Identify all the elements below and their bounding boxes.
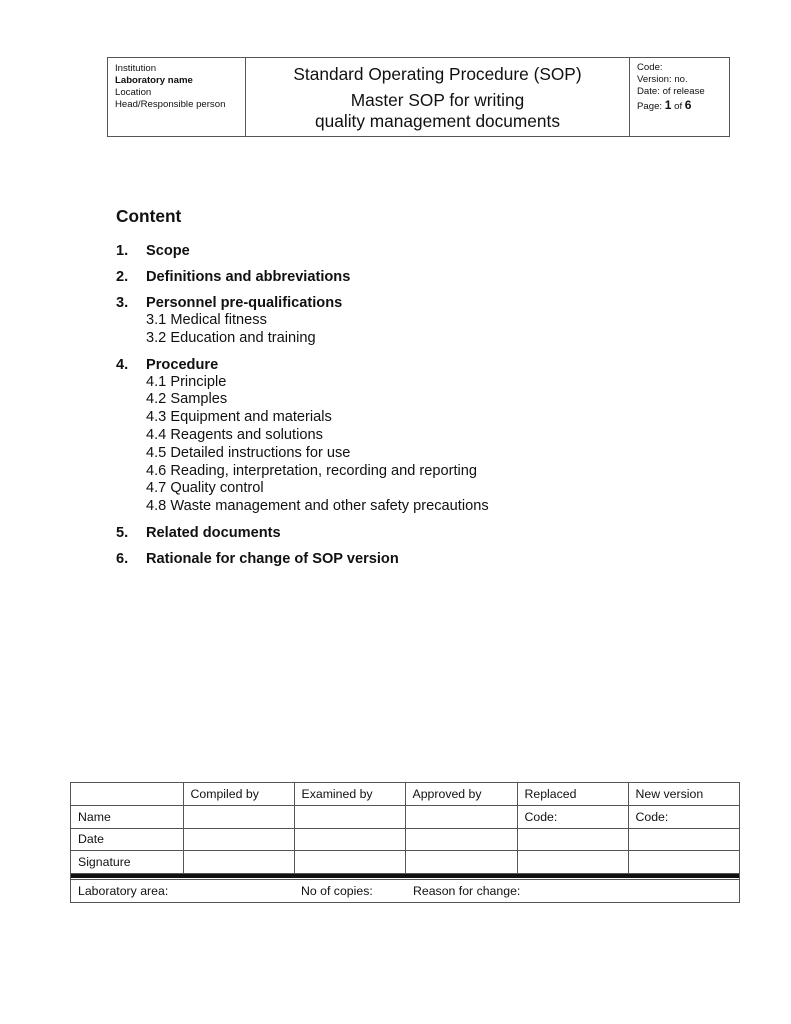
toc-section: [116, 524, 596, 542]
copies-label: No of copies:: [301, 883, 373, 898]
toc-subsection: 4.5 Detailed instructions for use: [146, 444, 351, 461]
table-cell[interactable]: [405, 851, 517, 874]
toc-section-heading: [116, 294, 596, 312]
institution-label: Institution: [115, 63, 157, 74]
approval-table: [70, 782, 740, 903]
double-divider: [71, 874, 739, 878]
document-title-line1: Master SOP for writing: [350, 90, 525, 110]
toc-section-number: 2.: [116, 269, 129, 285]
toc-section-title: Related documents: [146, 524, 281, 541]
responsible-person-label: Head/Responsible person: [115, 99, 226, 110]
reason-for-change-label: Reason for change:: [413, 883, 521, 898]
column-header: Examined by: [294, 783, 405, 806]
toc-subsection: 4.4 Reagents and solutions: [146, 426, 323, 443]
code-label: Code:: [637, 62, 663, 73]
toc-subsection: 3.2 Education and training: [146, 329, 316, 346]
toc-section-heading: [116, 268, 596, 286]
toc-section-number: 5.: [116, 524, 129, 541]
table-cell[interactable]: Code:: [517, 806, 628, 829]
table-of-contents: [116, 242, 596, 576]
page-indicator: [637, 99, 729, 113]
content-heading: Content: [116, 206, 182, 226]
version-label: Version: no.: [637, 74, 688, 85]
toc-section-heading: [116, 356, 596, 374]
toc-subsection: 3.1 Medical fitness: [146, 312, 267, 328]
toc-section: [116, 550, 596, 568]
toc-section-number: 6.: [116, 550, 129, 567]
toc-subsection: 4.6 Reading, interpretation, recording and reporting: [146, 462, 478, 479]
location-label: Location: [115, 87, 152, 98]
table-cell[interactable]: [183, 828, 294, 851]
toc-section-title: Definitions and abbreviations: [146, 269, 351, 285]
laboratory-area-label: Laboratory area:: [78, 883, 169, 898]
toc-section: [116, 356, 596, 516]
approval-table-header-row: [71, 783, 739, 806]
table-row: [71, 851, 739, 874]
toc-section: [116, 242, 596, 260]
header-institution-cell: [108, 58, 246, 136]
toc-section-heading: [116, 524, 596, 542]
toc-section-title: Rationale for change of SOP version: [146, 550, 399, 567]
table-cell[interactable]: Code:: [628, 806, 739, 829]
table-cell[interactable]: [405, 828, 517, 851]
table-cell[interactable]: [628, 828, 739, 851]
document-header: [107, 57, 730, 137]
laboratory-name: Laboratory name: [115, 75, 193, 86]
approval-table-footer-row: [71, 879, 739, 902]
page-total: 6: [684, 98, 692, 112]
table-cell[interactable]: [294, 806, 405, 829]
column-header: New version: [628, 783, 739, 806]
toc-section-number: 4.: [116, 356, 129, 373]
toc-section-title: Scope: [146, 243, 190, 259]
table-cell[interactable]: [517, 828, 628, 851]
toc-section-number: 1.: [116, 243, 129, 259]
release-date-label: Date: of release: [637, 86, 705, 97]
table-row: [71, 806, 739, 829]
page-of: of: [674, 101, 683, 112]
table-cell[interactable]: [294, 851, 405, 874]
column-header: Replaced: [517, 783, 628, 806]
table-cell[interactable]: [183, 851, 294, 874]
toc-section: [116, 294, 596, 348]
column-header: Approved by: [405, 783, 517, 806]
row-label: Date: [71, 828, 183, 851]
page-label: Page:: [637, 101, 663, 112]
toc-section-title: Personnel pre-qualifications: [146, 295, 343, 311]
table-cell[interactable]: [517, 851, 628, 874]
header-title-cell: [246, 58, 630, 136]
toc-section-heading: [116, 550, 596, 568]
row-label: Name: [71, 806, 183, 829]
document-title-line2: quality management documents: [315, 111, 560, 131]
document-type-title: Standard Operating Procedure (SOP): [293, 64, 582, 84]
table-row: [71, 828, 739, 851]
toc-subsection: 4.3 Equipment and materials: [146, 409, 332, 426]
column-header: [71, 783, 183, 806]
toc-subsection: 4.7 Quality control: [146, 480, 264, 497]
toc-subsection: 4.1 Principle: [146, 373, 227, 390]
toc-section: [116, 268, 596, 286]
header-meta-cell: [630, 58, 729, 136]
toc-subsection: 4.8 Waste management and other safety precautions: [146, 498, 489, 515]
table-cell[interactable]: [628, 851, 739, 874]
toc-subsection: 4.2 Samples: [146, 391, 228, 408]
toc-section-heading: [116, 242, 596, 260]
table-cell[interactable]: [294, 828, 405, 851]
toc-section-title: Procedure: [146, 356, 219, 373]
table-cell[interactable]: [183, 806, 294, 829]
row-label: Signature: [71, 851, 183, 874]
column-header: Compiled by: [183, 783, 294, 806]
table-cell[interactable]: [405, 806, 517, 829]
toc-section-number: 3.: [116, 295, 129, 311]
page-current: 1: [664, 98, 672, 112]
